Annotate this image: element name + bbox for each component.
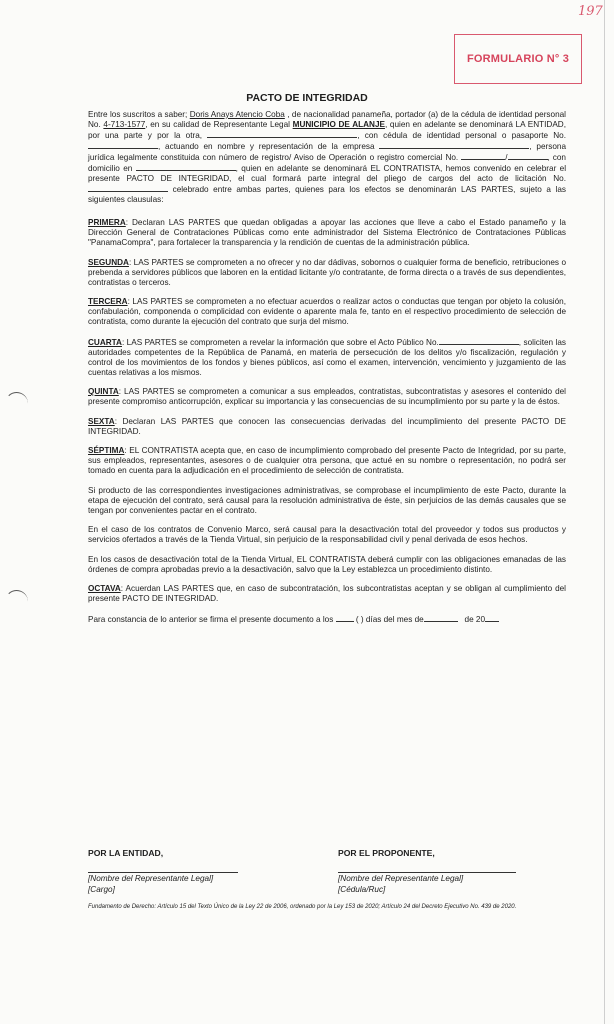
day-blank — [336, 614, 354, 622]
clause-segunda — [88, 258, 566, 288]
paragraph-tienda-virtual: En los casos de desactivación total de la Tienda Virtual, EL CONTRATISTA deberá cumplir con las obligaciones emanadas de las órdenes de compra aprobadas previo a la desactivación, salvo que la Ley establezca un procedimiento distinto. — [88, 554, 566, 574]
clause-text: : Declaran LAS PARTES que quedan obligadas a apoyar las acciones que lleve a cabo el Estado panameño y la Dirección General de Contrataciones Públicas como ente administrador del Sistema Electrónico de Contrataciones Públicas "PanamaCompra", para fortalecer la transparencia y la rendición de cuentas de la administración pública. — [88, 218, 566, 247]
clause-text: : LAS PARTES se comprometen a no ofrecer y no dar dádivas, sobornos o cualquier forma de beneficio, retribuciones o prebenda a servidores públicos que laboren en la entidad licitante y/o contratante, de forma directa o a través de sus dependientes, contratistas o terceros. — [88, 257, 566, 287]
clause-heading: PRIMERA — [88, 218, 126, 227]
intro-paragraph — [88, 110, 566, 205]
cedula-number: 4-713-1577 — [103, 120, 146, 129]
clause-quinta — [88, 387, 566, 407]
page-edge — [604, 0, 605, 1024]
entity-rep-title: [Cargo] — [88, 884, 115, 894]
year-prefix: 20 — [475, 614, 486, 624]
document-title: PACTO DE INTEGRIDAD — [246, 92, 368, 104]
clause-heading: SEGUNDA — [88, 257, 129, 267]
clause-text: : Acuerdan LAS PARTES que, en caso de subcontratación, los subcontratistas aceptan y se obligan al cumplimiento del presente PACTO DE INTEGRIDAD. — [88, 584, 566, 603]
intro-text: celebrado entre ambas partes, quienes para los efectos se denominarán LAS PARTES, sujeto a las siguientes clausulas: — [88, 185, 566, 204]
intro-text: , con cédula de identidad personal o pasaporte No. — [357, 131, 566, 140]
intro-text: , persona jurídica legalmente constituida con número de registro/ Aviso de Operación o registro comercial No. — [88, 142, 567, 162]
binder-hole-mark — [5, 590, 28, 613]
clause-text: : Declaran LAS PARTES que conocen las consecuencias derivadas del incumplimiento del presente PACTO DE INTEGRIDAD. — [88, 416, 566, 436]
proponent-signature-title: POR EL PROPONENTE, — [338, 848, 435, 858]
entity-signature-title: POR LA ENTIDAD, — [88, 848, 164, 858]
clause-sexta — [88, 417, 566, 437]
clause-heading: OCTAVA — [88, 584, 121, 593]
clause-tercera — [88, 297, 566, 327]
clause-text: : EL CONTRATISTA acepta que, en caso de incumplimiento comprobado del presente Pacto de Integridad, por su parte, sus empleados, representantes, asesores o de cualquier otra persona, que actué en su nombre o representación, no podrá ser tomado en cuenta para la adjudicación en el procedimiento de selección de contratista. — [88, 446, 566, 475]
proponent-id: [Cédula/Ruc] — [338, 884, 386, 894]
year-blank — [485, 614, 499, 622]
registry-blank — [508, 152, 548, 160]
month-blank — [424, 614, 458, 622]
entity-rep-name: [Nombre del Representante Legal] — [88, 874, 214, 883]
form-number-box — [454, 34, 582, 84]
clause-text: : LAS PARTES se comprometen a no efectuar acuerdos o realizar actos o conductas que tengan por objeto la colusión, confabulación, componenda o complicidad con evidente o aparente mala fe, tanto en el respectivo procedimiento de selección de contratista, como durante la ejecución del contrato que surja del mismo. — [88, 297, 566, 326]
clause-heading: TERCERA — [88, 297, 128, 306]
proponent-signature-line — [338, 858, 516, 873]
closing-paragraph — [88, 614, 566, 625]
company-blank — [379, 141, 529, 149]
contractor-name-blank — [207, 130, 357, 138]
intro-text: , de nacionalidad panameña, portador (a) de la cédula de identidad personal No. — [88, 110, 566, 129]
clause-cuarta — [88, 337, 566, 378]
intro-text: Entre los suscritos a saber; — [88, 110, 190, 119]
closing-text: ( ) días del mes de — [355, 614, 424, 624]
intro-text: , quien en adelante se denominará LA ENTIDAD, por una parte y por la otra, — [88, 120, 566, 140]
intro-text: , con domicilio en — [88, 153, 566, 173]
entity-name: MUNICIPIO DE ALANJE — [292, 120, 385, 129]
tender-number-blank — [88, 184, 168, 192]
legal-footnote: Fundamento de Derecho: Artículo 15 del Texto Único de la Ley 22 de 2006, ordenado por la Ley 153 de 2020; Artículo 24 del Decreto Ejecutivo No. 439 de 2020. — [88, 904, 517, 910]
handwritten-page-number: 197 — [578, 4, 603, 19]
entity-signature-block — [88, 848, 298, 894]
intro-text: , actuando en nombre y representación de la empresa — [158, 142, 375, 151]
clause-primera — [88, 218, 566, 248]
clause-text: : LAS PARTES se comprometen a comunicar a sus empleados, contratistas, subcontratistas y asesores el contenido del presente compromiso anticorrupción, explicar su importancia y las consecuencias de su incumplimiento por su parte y la de éstos. — [88, 387, 566, 406]
address-blank — [136, 163, 236, 171]
proponent-rep-name: [Nombre del Representante Legal] — [338, 874, 464, 883]
clause-heading: SÉPTIMA — [88, 446, 125, 455]
clause-text: : LAS PARTES se comprometen a revelar la información que sobre el Acto Público No. — [121, 337, 439, 347]
intro-text: , quien en adelante se denominará EL CONTRATISTA, hemos convenido en celebrar el presente PACTO DE INTEGRIDAD, el cual formará parte integral del pliego de cargos del acto de licitación No. — [88, 164, 567, 183]
clause-heading: QUINTA — [88, 387, 119, 396]
intro-text: , en su calidad de Representante Legal — [145, 120, 293, 129]
proponent-signature-block — [338, 848, 548, 894]
passport-blank — [88, 141, 158, 149]
clause-octava — [88, 584, 566, 604]
clause-heading: CUARTA — [88, 337, 122, 347]
public-act-blank — [439, 337, 519, 345]
paragraph-resolution: Si producto de las correspondientes investigaciones administrativas, se comprobase el incumplimiento de este Pacto, durante la etapa de ejecución del contrato, será causal para la resolución administrativa de éste, sin perjuicios de las demás causales que se tengan por convenientes pactar en el contrato. — [88, 485, 566, 515]
entity-signature-line — [88, 858, 238, 873]
binder-hole-mark — [5, 392, 28, 415]
clause-septima — [88, 446, 566, 476]
form-number-label: FORMULARIO N° 3 — [466, 53, 570, 65]
document-body — [88, 110, 566, 634]
clause-text: , soliciten las autoridades competentes de la República de Panamá, en materia de persecución de los delitos y/o fiscalización, regulación y control de los movimientos de los fondos y bienes públicos, así como el examen, intervención, vencimiento y juzgamiento de las cuentas relativas a los mismos. — [88, 337, 566, 377]
registry-blank — [461, 152, 508, 162]
closing-text: de — [464, 614, 474, 624]
paragraph-convenio-marco: En el caso de los contratos de Convenio Marco, será causal para la desactivación total del proveedor y todos sus productos y servicios ofertados a través de la Tienda Virtual, sin perjuicio de la responsabilidad civil y penal derivada de esos hechos. — [88, 525, 566, 544]
intro-text: / — [505, 153, 508, 162]
closing-text: Para constancia de lo anterior se firma el presente documento a los — [88, 614, 334, 624]
representative-name: Doris Anays Atencio Coba — [189, 110, 285, 119]
clause-heading: SEXTA — [88, 416, 115, 426]
